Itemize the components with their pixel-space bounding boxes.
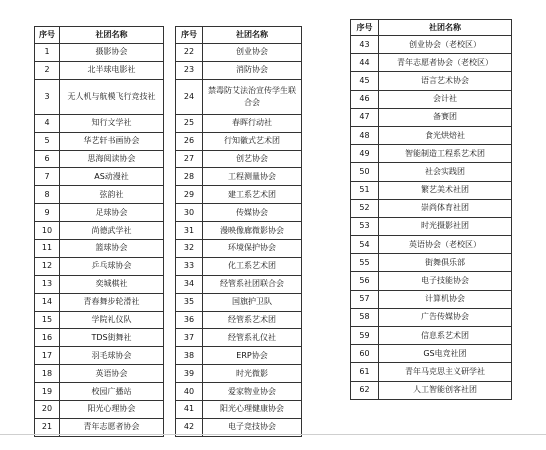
table-row xyxy=(351,108,512,126)
club-name: 人工智能创客社团 xyxy=(379,381,512,399)
club-name: 漫映像廊微影协会 xyxy=(203,222,302,240)
club-table-2 xyxy=(175,26,302,437)
row-number: 40 xyxy=(176,383,203,401)
header-no: 序号 xyxy=(176,27,203,44)
row-number: 6 xyxy=(35,150,60,168)
table-row xyxy=(351,327,512,345)
row-number: 58 xyxy=(351,308,379,326)
table-row xyxy=(176,401,302,419)
club-name: 时光摄影社团 xyxy=(379,217,512,235)
table-row xyxy=(351,217,512,235)
table-row xyxy=(35,365,164,383)
table-row xyxy=(176,222,302,240)
club-name: 时光微影 xyxy=(203,365,302,383)
row-number: 8 xyxy=(35,186,60,204)
club-table-3-body xyxy=(351,36,512,400)
table-row xyxy=(351,54,512,72)
table-row xyxy=(351,254,512,272)
club-name: 乒乓球协会 xyxy=(60,257,164,275)
row-number: 44 xyxy=(351,54,379,72)
table-row xyxy=(35,150,164,168)
table-row xyxy=(176,240,302,258)
club-name: 无人机与航模飞行竞技社 xyxy=(60,79,164,114)
club-name: 传媒协会 xyxy=(203,204,302,222)
club-name: 经管系礼仪社 xyxy=(203,329,302,347)
club-name: 国旗护卫队 xyxy=(203,293,302,311)
club-name: 工程测量协会 xyxy=(203,168,302,186)
header-name: 社团名称 xyxy=(203,27,302,44)
club-name: 青春舞步轮滑社 xyxy=(60,293,164,311)
club-name: 创业协会（老校区） xyxy=(379,36,512,54)
row-number: 24 xyxy=(176,79,203,114)
row-number: 59 xyxy=(351,327,379,345)
table-row xyxy=(176,204,302,222)
page-divider xyxy=(0,434,546,435)
table-row xyxy=(176,79,302,114)
club-name: TDS街舞社 xyxy=(60,329,164,347)
club-name: 电子技能协会 xyxy=(379,272,512,290)
club-table-3 xyxy=(350,19,512,400)
club-name: 阳光心理协会 xyxy=(60,401,164,419)
club-name: 足球协会 xyxy=(60,204,164,222)
club-table-1 xyxy=(34,26,164,437)
row-number: 39 xyxy=(176,365,203,383)
table-row xyxy=(35,293,164,311)
club-name: 英语协会 xyxy=(60,365,164,383)
club-name: 北半球电影社 xyxy=(60,61,164,79)
club-name: 计算机协会 xyxy=(379,290,512,308)
club-name: 经管系社团联合会 xyxy=(203,275,302,293)
club-name: 青年马克思主义研学社 xyxy=(379,363,512,381)
table-row xyxy=(176,311,302,329)
club-name: 青年志愿者协会 xyxy=(60,418,164,436)
club-name: 奕城棋社 xyxy=(60,275,164,293)
club-name: 思海阅读协会 xyxy=(60,150,164,168)
row-number: 14 xyxy=(35,293,60,311)
table-row xyxy=(35,257,164,275)
row-number: 41 xyxy=(176,401,203,419)
table-row xyxy=(176,293,302,311)
table-row xyxy=(35,44,164,62)
row-number: 23 xyxy=(176,61,203,79)
table-row xyxy=(35,240,164,258)
row-number: 5 xyxy=(35,132,60,150)
club-name: 信息系艺术团 xyxy=(379,327,512,345)
club-name: 篮球协会 xyxy=(60,240,164,258)
club-name: GS电竞社团 xyxy=(379,345,512,363)
club-name: 电子竞技协会 xyxy=(203,418,302,436)
row-number: 42 xyxy=(176,418,203,436)
club-name: 羽毛球协会 xyxy=(60,347,164,365)
club-name: 创业协会 xyxy=(203,44,302,62)
table-header-row xyxy=(176,27,302,44)
row-number: 25 xyxy=(176,114,203,132)
table-row xyxy=(351,90,512,108)
table-row xyxy=(351,126,512,144)
club-name: 行知徽式艺术团 xyxy=(203,132,302,150)
club-name: 摄影协会 xyxy=(60,44,164,62)
club-name: 尚德武学社 xyxy=(60,222,164,240)
club-name: 知行文学社 xyxy=(60,114,164,132)
club-table-2-body xyxy=(176,44,302,437)
row-number: 19 xyxy=(35,383,60,401)
row-number: 48 xyxy=(351,126,379,144)
row-number: 4 xyxy=(35,114,60,132)
table-row xyxy=(35,204,164,222)
table-row xyxy=(35,79,164,114)
table-row xyxy=(176,347,302,365)
club-name: 阳光心理健康协会 xyxy=(203,401,302,419)
club-name: 华艺轩书画协会 xyxy=(60,132,164,150)
row-number: 57 xyxy=(351,290,379,308)
table-header-row xyxy=(35,27,164,44)
table-row xyxy=(351,272,512,290)
club-name: 弦韵社 xyxy=(60,186,164,204)
table-row xyxy=(351,36,512,54)
club-name: 学院礼仪队 xyxy=(60,311,164,329)
row-number: 29 xyxy=(176,186,203,204)
table-row xyxy=(351,236,512,254)
row-number: 31 xyxy=(176,222,203,240)
table-row xyxy=(351,308,512,326)
club-name: 创艺协会 xyxy=(203,150,302,168)
table-row xyxy=(176,329,302,347)
table-row xyxy=(35,61,164,79)
club-name: ERP协会 xyxy=(203,347,302,365)
club-name: 食光烘焙社 xyxy=(379,126,512,144)
club-name: 禁毒防艾法治宣传学生联合会 xyxy=(203,79,302,114)
table-row xyxy=(35,114,164,132)
table-row xyxy=(176,114,302,132)
row-number: 17 xyxy=(35,347,60,365)
row-number: 51 xyxy=(351,181,379,199)
row-number: 56 xyxy=(351,272,379,290)
table-row xyxy=(35,186,164,204)
row-number: 53 xyxy=(351,217,379,235)
club-name: 校园广播站 xyxy=(60,383,164,401)
club-name: 街舞俱乐部 xyxy=(379,254,512,272)
header-name: 社团名称 xyxy=(60,27,164,44)
row-number: 26 xyxy=(176,132,203,150)
row-number: 1 xyxy=(35,44,60,62)
club-name: 消防协会 xyxy=(203,61,302,79)
row-number: 50 xyxy=(351,163,379,181)
row-number: 7 xyxy=(35,168,60,186)
table-row xyxy=(35,401,164,419)
table-row xyxy=(351,363,512,381)
row-number: 54 xyxy=(351,236,379,254)
row-number: 36 xyxy=(176,311,203,329)
row-number: 49 xyxy=(351,145,379,163)
row-number: 22 xyxy=(176,44,203,62)
club-name: 英语协会（老校区） xyxy=(379,236,512,254)
club-name: 备赛团 xyxy=(379,108,512,126)
row-number: 21 xyxy=(35,418,60,436)
table-row xyxy=(176,275,302,293)
table-row xyxy=(35,222,164,240)
table-row xyxy=(176,186,302,204)
table-row xyxy=(351,145,512,163)
club-name: 爱家物业协会 xyxy=(203,383,302,401)
table-row xyxy=(35,275,164,293)
row-number: 2 xyxy=(35,61,60,79)
row-number: 20 xyxy=(35,401,60,419)
row-number: 11 xyxy=(35,240,60,258)
club-table-1-body xyxy=(35,44,164,437)
club-name: 广告传媒协会 xyxy=(379,308,512,326)
club-name: 会计社 xyxy=(379,90,512,108)
row-number: 47 xyxy=(351,108,379,126)
row-number: 61 xyxy=(351,363,379,381)
header-no: 序号 xyxy=(351,20,379,36)
club-name: 崇尚体育社团 xyxy=(379,199,512,217)
row-number: 10 xyxy=(35,222,60,240)
club-name: 语言艺术协会 xyxy=(379,72,512,90)
table-row xyxy=(35,329,164,347)
club-name: 化工系艺术团 xyxy=(203,257,302,275)
row-number: 35 xyxy=(176,293,203,311)
club-name: 繁艺美术社团 xyxy=(379,181,512,199)
row-number: 33 xyxy=(176,257,203,275)
table-row xyxy=(176,132,302,150)
row-number: 46 xyxy=(351,90,379,108)
club-name: 青年志愿者协会（老校区） xyxy=(379,54,512,72)
table-row xyxy=(176,61,302,79)
row-number: 28 xyxy=(176,168,203,186)
row-number: 12 xyxy=(35,257,60,275)
header-name: 社团名称 xyxy=(379,20,512,36)
table-row xyxy=(176,257,302,275)
row-number: 13 xyxy=(35,275,60,293)
row-number: 43 xyxy=(351,36,379,54)
table-row xyxy=(176,168,302,186)
table-row xyxy=(176,44,302,62)
row-number: 60 xyxy=(351,345,379,363)
row-number: 18 xyxy=(35,365,60,383)
table-row xyxy=(35,132,164,150)
table-row xyxy=(351,163,512,181)
row-number: 27 xyxy=(176,150,203,168)
table-row xyxy=(351,181,512,199)
table-row xyxy=(351,72,512,90)
row-number: 37 xyxy=(176,329,203,347)
table-row xyxy=(35,383,164,401)
table-row xyxy=(176,150,302,168)
table-row xyxy=(351,199,512,217)
row-number: 38 xyxy=(176,347,203,365)
row-number: 9 xyxy=(35,204,60,222)
table-row xyxy=(35,168,164,186)
table-row xyxy=(351,381,512,399)
club-name: 春晖行动社 xyxy=(203,114,302,132)
row-number: 16 xyxy=(35,329,60,347)
header-no: 序号 xyxy=(35,27,60,44)
table-row xyxy=(351,345,512,363)
row-number: 30 xyxy=(176,204,203,222)
club-name: 环境保护协会 xyxy=(203,240,302,258)
club-name: AS动漫社 xyxy=(60,168,164,186)
club-name: 社会实践团 xyxy=(379,163,512,181)
row-number: 62 xyxy=(351,381,379,399)
table-row xyxy=(176,365,302,383)
table-row xyxy=(35,347,164,365)
row-number: 34 xyxy=(176,275,203,293)
club-name: 建工系艺术团 xyxy=(203,186,302,204)
table-header-row xyxy=(351,20,512,36)
table-row xyxy=(176,383,302,401)
table-row xyxy=(351,290,512,308)
row-number: 15 xyxy=(35,311,60,329)
row-number: 32 xyxy=(176,240,203,258)
row-number: 3 xyxy=(35,79,60,114)
row-number: 52 xyxy=(351,199,379,217)
club-name: 智能制造工程系艺术团 xyxy=(379,145,512,163)
club-name: 经管系艺术团 xyxy=(203,311,302,329)
row-number: 45 xyxy=(351,72,379,90)
table-row xyxy=(35,311,164,329)
row-number: 55 xyxy=(351,254,379,272)
